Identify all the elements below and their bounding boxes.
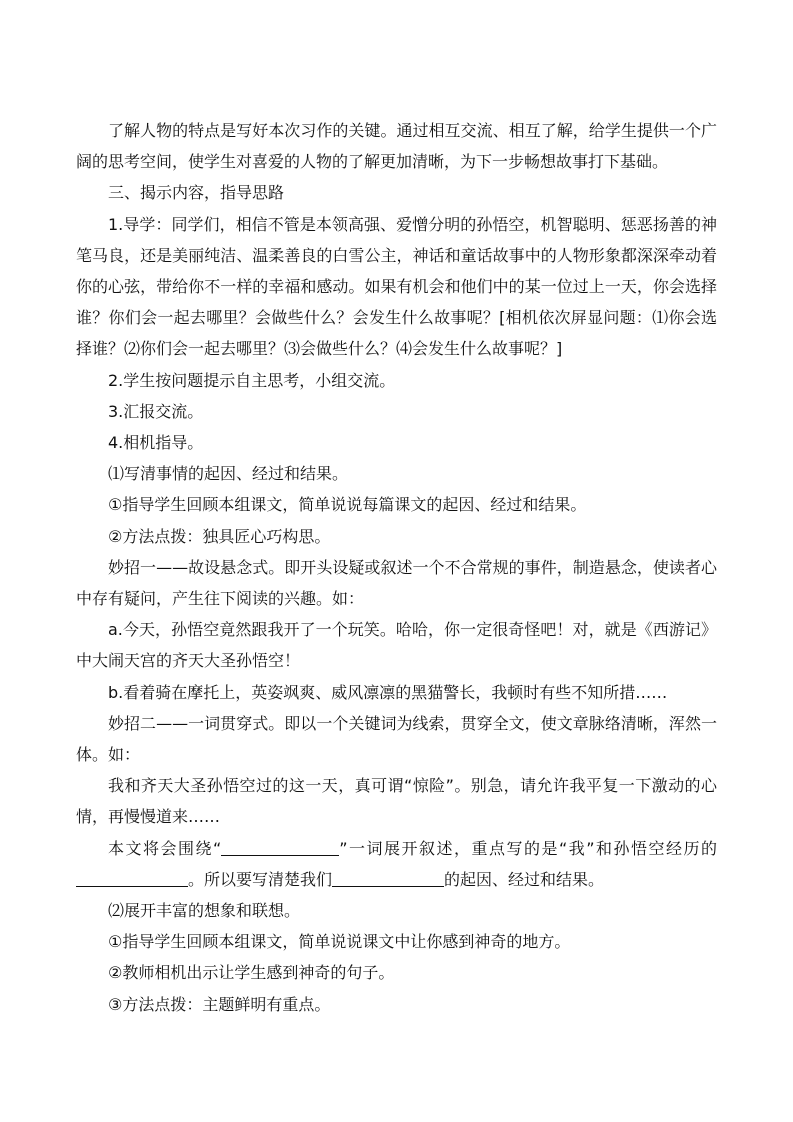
step-4-sub-2: ⑵展开丰富的想象和联想。 — [108, 901, 301, 921]
step-4-sub-2-item-1: ①指导学生回顾本组课文，简单说说课文中让你感到神奇的地方。 — [108, 932, 571, 952]
tip-1-example-a: a.今天，孙悟空竟然跟我开了一个玩笑。哈哈，你一定很奇怪吧！对，就是《西游记》中大闹天宫的齐天大圣孙悟空！ — [76, 620, 717, 671]
step-4-sub-1-item-2: ②方法点拨：独具匠心巧构思。 — [108, 526, 331, 546]
tip-1-example-b: b.看着骑在摩托上，英姿飒爽、威风凛凛的黑猫警长，我顿时有些不知所措…… — [108, 682, 668, 702]
tip-2-example: 我和齐天大圣孙悟空过的这一天，真可谓“惊险”。别急，请允许我平复一下激动的心情，再慢慢道来…… — [76, 776, 717, 827]
step-4-sub-2-item-2: ②教师相机出示让学生感到神奇的句子。 — [108, 963, 395, 983]
fill-blank-1 — [221, 839, 339, 856]
fill-text-1: 本文将会围绕“ — [108, 838, 222, 858]
fill-blank-2 — [76, 870, 188, 887]
step-4-sub-2-item-3: ③方法点拨：主题鲜明有重点。 — [108, 994, 331, 1014]
tip-1: 妙招一——故设悬念式。即开头设疑或叙述一个不合常规的事件，制造悬念，使读者心中存有疑问，产生往下阅读的兴趣。如： — [76, 557, 717, 609]
fill-text-3: 。所以要写清楚我们 — [188, 869, 333, 889]
step-3: 3.汇报交流。 — [108, 401, 204, 421]
step-4: 4.相机指导。 — [108, 433, 204, 453]
fill-text-4: 的起因、经过和结果。 — [444, 869, 605, 889]
step-1-guide: 1.导学：同学们，相信不管是本领高强、爱憎分明的孙悟空，机智聪明、惩恶扬善的神笔马良，还是美丽纯洁、温柔善良的白雪公主，神话和童话故事中的人物形象都深深牵动着你的心弦，带给你不一样的幸福和感动。如果有机会和他们中的某一位过上一天，你会选择谁？你们会一起去哪里？会做些什么？会发生什么故事呢？[相机依次屏显问题：⑴你会选择谁？⑵你们会一起去哪里？⑶会做些什么？⑷会发生什么故事呢？] — [76, 214, 717, 359]
fill-in-paragraph — [76, 833, 717, 895]
step-4-sub-1-item-1: ①指导学生回顾本组课文，简单说说每篇课文的起因、经过和结果。 — [108, 495, 587, 515]
tip-2: 妙招二——一词贯穿式。即以一个关键词为线索，贯穿全文，使文章脉络清晰，浑然一体。如： — [76, 713, 717, 765]
step-2: 2.学生按问题提示自主思考，小组交流。 — [108, 370, 396, 390]
fill-text-2: ”一词展开叙述，重点写的是“我”和孙悟空经历的 — [339, 838, 717, 858]
step-4-sub-1: ⑴写清事情的起因、经过和结果。 — [108, 464, 349, 484]
fill-blank-3 — [332, 870, 444, 887]
paragraph-intro: 了解人物的特点是写好本次习作的关键。通过相互交流、相互了解，给学生提供一个广阔的思考空间，使学生对喜爱的人物的了解更加清晰，为下一步畅想故事打下基础。 — [76, 121, 717, 172]
section-heading-3: 三、揭示内容，指导思路 — [108, 183, 285, 203]
